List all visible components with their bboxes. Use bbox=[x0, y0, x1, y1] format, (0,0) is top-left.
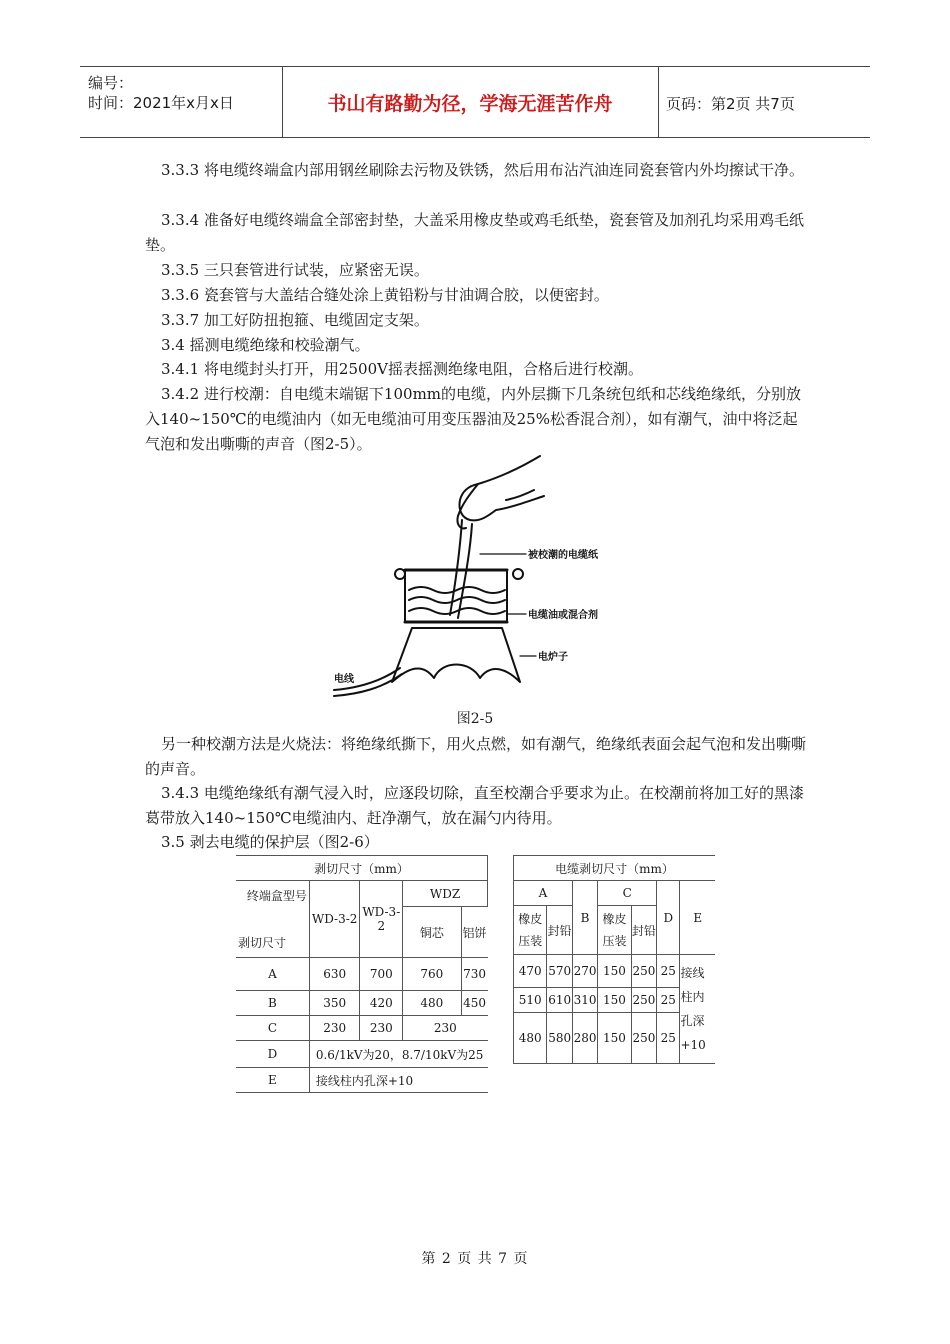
table-cell: 250 bbox=[631, 1013, 656, 1064]
paragraph-3-3-6: 3.3.6 瓷套管与大盖结合缝处涂上黄铅粉与甘油调合胶，以便密封。 bbox=[161, 286, 609, 304]
row-label: D bbox=[236, 1041, 309, 1068]
table-cell: 420 bbox=[360, 991, 403, 1016]
table-cell: 270 bbox=[572, 955, 597, 988]
paragraph-3-4: 3.4 摇测电缆绝缘和校验潮气。 bbox=[161, 336, 370, 354]
e-value-cell: 接线柱内孔深+10 bbox=[680, 955, 715, 1064]
table-cell: 760 bbox=[403, 958, 461, 991]
table-cell: 25 bbox=[657, 1013, 680, 1064]
sub-header: 封铅 bbox=[631, 906, 656, 955]
label-stove: 电炉子 bbox=[538, 652, 568, 663]
table-cell: 230 bbox=[360, 1016, 403, 1041]
header-date: 时间：2021年x月x日 bbox=[88, 94, 234, 112]
page-footer: 第 2 页 共 7 页 bbox=[421, 1251, 529, 1267]
header-number-label: 编号： bbox=[88, 74, 134, 92]
col-header-c: C bbox=[598, 881, 657, 906]
sub-header: 橡皮压装 bbox=[514, 906, 547, 955]
col-header-b: B bbox=[572, 881, 597, 955]
label-wire: 电线 bbox=[334, 674, 354, 685]
col-header-d: D bbox=[657, 881, 680, 955]
table-cell: 310 bbox=[572, 988, 597, 1013]
table-cell: 700 bbox=[360, 958, 403, 991]
col-header-wdz: WDZ bbox=[403, 881, 488, 907]
col-header-a: A bbox=[514, 881, 573, 906]
col-header: WD-3-2 bbox=[309, 881, 360, 958]
paragraph-3-4-2: 3.4.2 进行校潮：自电缆末端锯下100mm的电缆，内外层撕下几条统包纸和芯线绝缘纸，分别放入140~150℃的电缆油内（如无电缆油可用变压器油及25%松香混合剂），如有潮气，油中将泛起气泡和发出嘶嘶的声音（图2-5）。 bbox=[145, 385, 802, 453]
table-cell: 580 bbox=[547, 1013, 572, 1064]
paragraph-3-5: 3.5 剥去电缆的保护层（图2-6） bbox=[161, 833, 379, 851]
paragraph-fire-method: 另一种校潮方法是火烧法：将绝缘纸撕下，用火点燃，如有潮气，绝缘纸表面会起气泡和发出嘶嘶的声音。 bbox=[145, 735, 807, 778]
table-cell: 730 bbox=[461, 958, 487, 991]
header-page-info: 页码：第2页 共7页 bbox=[666, 95, 795, 113]
table-cell: 280 bbox=[572, 1013, 597, 1064]
table-cell: 接线柱内孔深+10 bbox=[309, 1068, 487, 1093]
header-divider bbox=[658, 67, 659, 137]
table-cell: 470 bbox=[514, 955, 547, 988]
col-header-e: E bbox=[680, 881, 715, 955]
col-header: WD-3-2 bbox=[360, 881, 403, 958]
table-cell: 610 bbox=[547, 988, 572, 1013]
table-cell: 350 bbox=[309, 991, 360, 1016]
label-cable-paper: 被校潮的电缆纸 bbox=[528, 550, 598, 561]
sub-header: 橡皮压装 bbox=[598, 906, 631, 955]
table-cell: 230 bbox=[403, 1016, 488, 1041]
sub-header: 铜芯 bbox=[403, 907, 461, 958]
table-cell: 0.6/1kV为20，8.7/10kV为25 bbox=[309, 1041, 487, 1068]
paragraph-3-4-3: 3.4.3 电缆绝缘纸有潮气浸入时，应逐段切除，直至校潮合乎要求为止。在校潮前将加工好的黑漆葛带放入140~150℃电缆油内、赶净潮气，放在漏勺内待用。 bbox=[145, 784, 804, 827]
paragraph-3-3-3: 3.3.3 将电缆终端盒内部用钢丝刷除去污物及铁锈，然后用布沾汽油连同瓷套管内外均擦试干净。 bbox=[161, 161, 804, 179]
table-cell: 570 bbox=[547, 955, 572, 988]
table-cell: 150 bbox=[598, 1013, 631, 1064]
row-label: C bbox=[236, 1016, 309, 1041]
paragraph-3-3-4: 3.3.4 准备好电缆终端盒全部密封垫，大盖采用橡皮垫或鸡毛纸垫，瓷套管及加剂孔均采用鸡毛纸垫。 bbox=[145, 211, 804, 254]
table-title: 剥切尺寸（mm） bbox=[236, 856, 488, 881]
table-corner-cell bbox=[236, 881, 309, 958]
table-cell: 25 bbox=[657, 988, 680, 1013]
figure-2-5 bbox=[330, 450, 630, 700]
corner-top-label: 终端盒型号 bbox=[246, 889, 307, 903]
stripping-size-table bbox=[236, 855, 488, 1093]
table-title: 电缆剥切尺寸（mm） bbox=[514, 856, 716, 881]
header-meta bbox=[88, 73, 234, 113]
table-cell: 510 bbox=[514, 988, 547, 1013]
paragraph-3-3-7: 3.3.7 加工好防扭抱箍、电缆固定支架。 bbox=[161, 311, 429, 329]
sub-header: 封铅 bbox=[547, 906, 572, 955]
table-cell: 25 bbox=[657, 955, 680, 988]
figure-caption: 图2-5 bbox=[456, 711, 494, 727]
row-label: A bbox=[236, 958, 309, 991]
paragraph-3-3-5: 3.3.5 三只套管进行试装，应紧密无误。 bbox=[161, 261, 429, 279]
label-cable-oil: 电缆油或混合剂 bbox=[528, 610, 598, 621]
table-cell: 630 bbox=[309, 958, 360, 991]
corner-bottom-label: 剥切尺寸 bbox=[238, 936, 287, 950]
sub-header: 铝饼 bbox=[461, 907, 487, 958]
table-cell: 480 bbox=[514, 1013, 547, 1064]
table-cell: 480 bbox=[403, 991, 461, 1016]
paragraph-3-4-1: 3.4.1 将电缆封头打开，用2500V摇表摇测绝缘电阻，合格后进行校潮。 bbox=[161, 360, 643, 378]
table-cell: 250 bbox=[631, 988, 656, 1013]
page-header bbox=[80, 66, 870, 138]
header-motto: 书山有路勤为径，学海无涯苦作舟 bbox=[327, 93, 613, 115]
oil-test-illustration bbox=[330, 450, 630, 700]
table-cell: 150 bbox=[598, 988, 631, 1013]
table-cell: 150 bbox=[598, 955, 631, 988]
row-label: B bbox=[236, 991, 309, 1016]
table-cell: 250 bbox=[631, 955, 656, 988]
table-cell: 450 bbox=[461, 991, 487, 1016]
cable-stripping-table bbox=[513, 855, 715, 1064]
row-label: E bbox=[236, 1068, 309, 1093]
table-cell: 230 bbox=[309, 1016, 360, 1041]
